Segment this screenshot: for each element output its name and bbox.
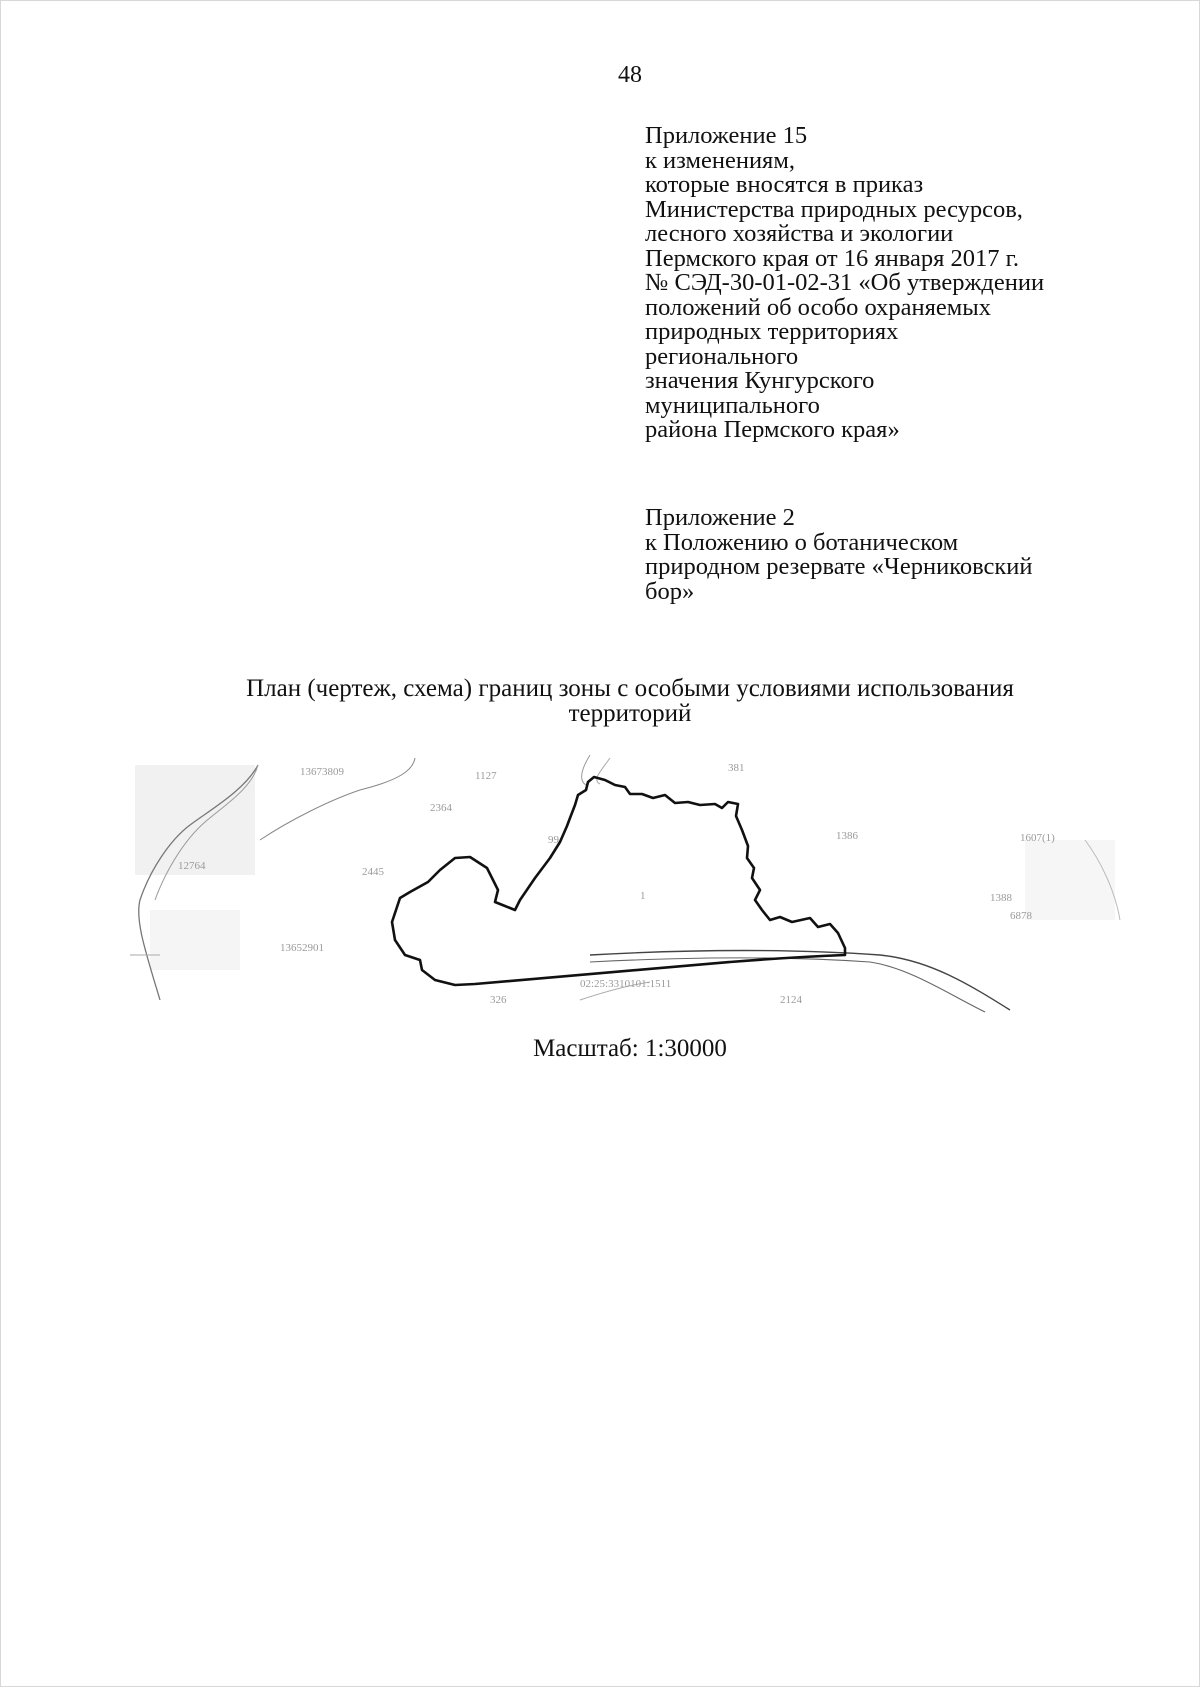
map-label: 2124 — [780, 994, 802, 1006]
annex-15-line: муниципального — [645, 391, 820, 419]
plan-title-line: территорий — [568, 700, 692, 727]
annex-2-heading — [645, 506, 1165, 604]
annex-2-line: Приложение 2 — [645, 504, 795, 531]
annex-2-line: к Положению о ботаническом — [645, 528, 959, 556]
map-label: 381 — [728, 762, 745, 774]
annex-15-line: Министерства природных ресурсов, — [645, 195, 1023, 223]
map-background-texture — [135, 765, 1115, 970]
map-label: 2445 — [362, 866, 384, 878]
map-label: 99 — [548, 834, 559, 846]
map-label: 1127 — [475, 770, 497, 782]
map-label: 326 — [490, 994, 507, 1006]
plan-title — [170, 676, 1090, 726]
map-label: 1388 — [990, 892, 1012, 904]
annex-2-line: природном резервате «Черниковский — [645, 553, 1033, 580]
map-label: 12764 — [178, 860, 206, 872]
annex-15-line: Приложение 15 — [645, 122, 808, 149]
annex-15-heading — [645, 124, 1165, 443]
map-label: 6878 — [1010, 910, 1032, 922]
annex-15-line: к изменениям, — [645, 146, 795, 174]
annex-15-line: которые вносятся в приказ — [645, 171, 924, 198]
page-number: 48 — [618, 62, 642, 88]
annex-15-line: значения Кунгурского — [645, 367, 875, 394]
map-label: 02:25:3310101:1511 — [580, 978, 672, 990]
annex-15-line: района Пермского края» — [645, 416, 900, 443]
map-label: 2364 — [430, 802, 452, 814]
annex-15-line: № СЭД-30-01-02-31 «Об утверждении — [645, 269, 1045, 296]
map-label: 1607(1) — [1020, 832, 1055, 844]
annex-15-line: Пермского края от 16 января 2017 г. — [645, 244, 1020, 272]
annex-2-line: бор» — [645, 577, 695, 605]
annex-15-line: регионального — [645, 342, 799, 370]
map-label: 13652901 — [280, 942, 324, 954]
annex-15-line: природных территориях — [645, 318, 899, 345]
map-label: 1386 — [836, 830, 858, 842]
boundary-map — [130, 750, 1130, 1020]
annex-15-line: положений об особо охраняемых — [645, 293, 991, 321]
plan-title-line: План (чертеж, схема) границ зоны с особыми условиями использования — [246, 675, 1014, 702]
annex-15-line: лесного хозяйства и экологии — [645, 220, 954, 247]
map-label: 1 — [640, 890, 646, 902]
map-scale: Масштаб: 1:30000 — [533, 1035, 727, 1062]
map-label: 13673809 — [300, 766, 344, 778]
